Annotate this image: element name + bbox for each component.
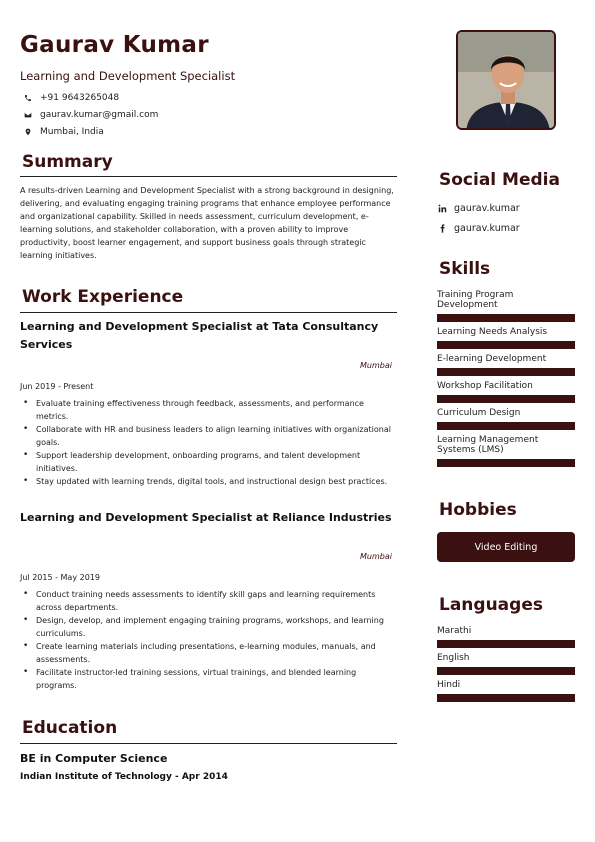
- language-bar: [437, 667, 575, 675]
- candidate-name: Gaurav Kumar: [20, 32, 209, 58]
- job-location: Mumbai: [360, 552, 392, 561]
- contact-location: [23, 127, 104, 137]
- job-bullet: • Facilitate instructor-led training sessions, virtual trainings, and blended learning programs.: [36, 666, 396, 692]
- mail-icon: [23, 110, 33, 120]
- job-dates: Jun 2019 - Present: [20, 382, 94, 391]
- social-linkedin-text: gaurav.kumar: [454, 203, 520, 214]
- skill-label: Learning Needs Analysis: [437, 327, 548, 337]
- job-bullets: [36, 588, 396, 692]
- language-label: English: [437, 653, 470, 663]
- contact-location-text: Mumbai, India: [40, 127, 104, 137]
- hobby-badge: Video Editing: [437, 532, 575, 562]
- job-bullet: • Design, develop, and implement engaging training programs, workshops, and learning curriculums.: [36, 614, 396, 640]
- job-location: Mumbai: [360, 361, 392, 370]
- skill-bar: [437, 314, 575, 322]
- summary-divider: [20, 176, 397, 177]
- contact-phone-text: +91 9643265048: [40, 93, 120, 103]
- skill-label: E-learning Development: [437, 354, 547, 364]
- skill-bar: [437, 459, 575, 467]
- job-bullet: • Create learning materials including presentations, e-learning modules, manuals, and assessments.: [36, 640, 396, 666]
- social-heading: Social Media: [439, 170, 560, 190]
- job-bullet: • Evaluate training effectiveness through feedback, assessments, and performance metrics.: [36, 397, 396, 423]
- language-label: Hindi: [437, 680, 461, 690]
- language-label: Marathi: [437, 626, 472, 636]
- skill-label: Learning Management Systems (LMS): [437, 435, 539, 455]
- job-bullet: • Stay updated with learning trends, digital tools, and instructional design best practices.: [36, 475, 396, 488]
- education-school: Indian Institute of Technology - Apr 2014: [20, 772, 228, 782]
- job-bullet: • Collaborate with HR and business leaders to align learning initiatives with organizational goals.: [36, 423, 396, 449]
- experience-heading: Work Experience: [22, 287, 184, 307]
- job-title: Learning and Development Specialist at Tata Consultancy Services: [20, 320, 379, 351]
- experience-divider: [20, 312, 397, 313]
- education-degree: BE in Computer Science: [20, 752, 168, 765]
- skill-bar: [437, 341, 575, 349]
- profile-photo: [456, 30, 556, 130]
- skill-bar: [437, 368, 575, 376]
- language-bar: [437, 640, 575, 648]
- candidate-role: Learning and Development Specialist: [20, 69, 236, 83]
- skill-label: Curriculum Design: [437, 408, 521, 418]
- job-title: Learning and Development Specialist at Reliance Industries: [20, 511, 392, 524]
- skill-label: Training Program Development: [437, 290, 514, 310]
- education-divider: [20, 743, 397, 744]
- social-facebook[interactable]: [437, 223, 520, 234]
- contact-email-text: gaurav.kumar@gmail.com: [40, 110, 159, 120]
- linkedin-icon: [437, 204, 447, 214]
- skill-bar: [437, 422, 575, 430]
- social-facebook-text: gaurav.kumar: [454, 223, 520, 234]
- location-icon: [23, 127, 33, 137]
- job-bullet: • Support leadership development, onboarding programs, and talent development initiatives.: [36, 449, 396, 475]
- hobbies-heading: Hobbies: [439, 500, 517, 520]
- skill-label: Workshop Facilitation: [437, 381, 533, 391]
- language-bar: [437, 694, 575, 702]
- education-heading: Education: [22, 718, 118, 738]
- social-linkedin[interactable]: [437, 203, 520, 214]
- skills-heading: Skills: [439, 259, 491, 279]
- languages-heading: Languages: [439, 595, 543, 615]
- contact-phone: [23, 93, 119, 103]
- contact-email: [23, 110, 158, 120]
- summary-heading: Summary: [22, 152, 113, 172]
- job-bullet: • Conduct training needs assessments to identify skill gaps and learning requirements across departments.: [36, 588, 396, 614]
- phone-icon: [23, 93, 33, 103]
- skill-bar: [437, 395, 575, 403]
- summary-text: A results-driven Learning and Development Specialist with a strong background in designing, delivering, and evaluating engaging training programs that enhance employee performance and organizational capability. Skilled in needs assessment, curriculum development, e-learning solutions, and stakeholder collaboration, with a proven ability to improve productivity, boost learner engagement, and support business goals through strategic learning initiatives.: [20, 186, 394, 260]
- facebook-icon: [437, 224, 447, 234]
- job-bullets: [36, 397, 396, 488]
- job-dates: Jul 2015 - May 2019: [20, 573, 100, 582]
